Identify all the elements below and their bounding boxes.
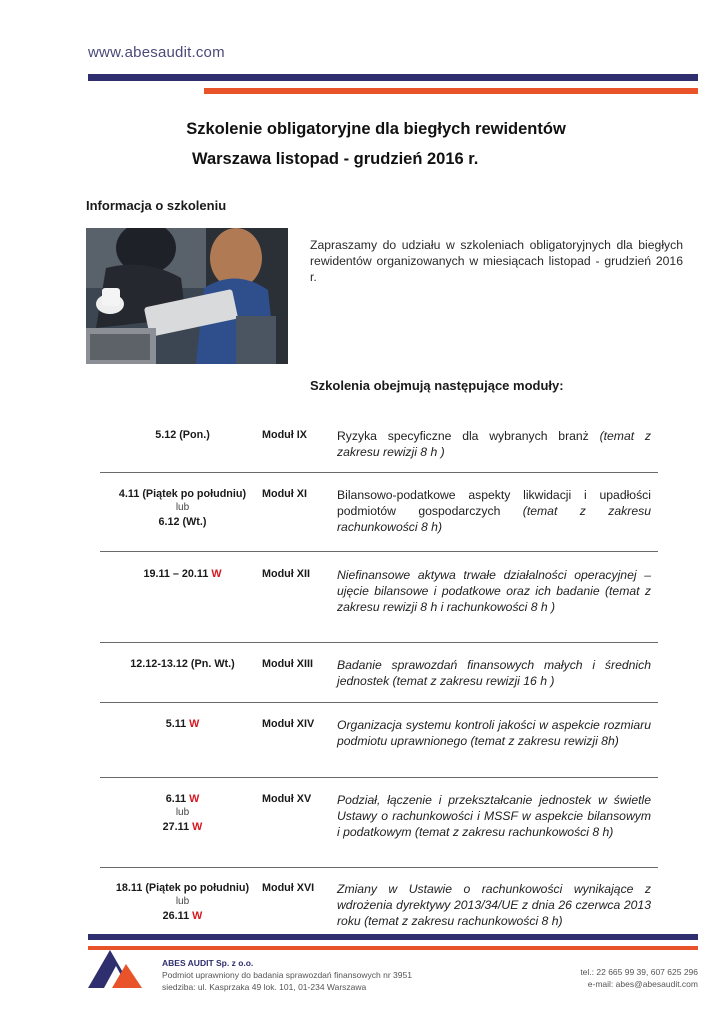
row-divider [100,551,658,552]
company-name: ABES AUDIT Sp. z o.o. [162,958,254,968]
module-number: Moduł XVI [262,882,315,894]
module-number: Moduł XV [262,793,312,805]
info-heading: Informacja o szkoleniu [86,198,227,213]
module-number: Moduł XIV [262,718,315,730]
module-description: Badanie sprawozdań finansowych małych i średnich jednostek (temat z zakresu rewizji 16 h ) [337,658,651,688]
module-number: Moduł XIII [262,658,313,670]
intro-text: Zapraszamy do udziału w szkoleniach obligatoryjnych dla biegłych rewidentów organizowanych w miesiącach listopad - grudzień 2016 r. [310,238,683,284]
footer-line1: Podmiot uprawniony do badania sprawozdań finansowych nr 3951 [162,970,412,980]
document-subtitle: Warszawa listopad - grudzień 2016 r. [192,150,479,168]
module-description: Bilansowo-podatkowe aspekty likwidacji i upadłości podmiotów gospodarczych (temat z zakresu rachunkowości 8 h) [337,488,651,534]
module-description: Ryzyka specyficzne dla wybranych branż (temat z zakresu rewizji 8 h ) [337,429,651,459]
training-photo [86,228,288,364]
module-date: 6.11 W lub 27.11 W [162,793,203,833]
module-description: Niefinansowe aktywa trwałe działalności operacyjnej – ujęcie bilansowe i podatkowe oraz ich badanie (temat z zakresu rewizji 8 h i rachunkowości 8 h ) [337,568,651,614]
footer-orange-bar [88,946,698,950]
module-number: Moduł IX [262,429,307,441]
module-number: Moduł XI [262,488,307,500]
module-date: 5.11 W [165,718,200,730]
module-description: Organizacja systemu kontroli jakości w aspekcie rozmiaru podmiotu uprawnionego (temat z zakresu rewizji 8h) [337,718,651,748]
module-date: 4.11 (Piątek po południu) lub 6.12 (Wt.) [118,488,247,528]
company-logo [86,946,146,990]
module-date: 12.12-13.12 (Pn. Wt.) [130,658,235,670]
module-date: 5.12 (Pon.) [155,429,210,441]
row-divider [100,777,658,778]
module-number: Moduł XII [262,568,310,580]
footer-navy-bar [88,934,698,940]
row-divider [100,702,658,703]
row-divider [100,472,658,473]
module-description: Zmiany w Ustawie o rachunkowości wynikające z wdrożenia dyrektywy 2013/34/UE z dnia 26 czerwca 2013 roku (temat z zakresu rachunkowości 8 h) [337,882,651,928]
header-orange-bar [204,88,698,94]
header-navy-bar [88,74,698,81]
module-description: Podział, łączenie i przekształcanie jednostek w świetle Ustawy o rachunkowości i MSSF w aspekcie bilansowym i podatkowym (temat z zakresu rachunkowości 8 h) [337,793,651,839]
module-date: 18.11 (Piątek po południu) lub 26.11 W [115,882,250,922]
document-title: Szkolenie obligatoryjne dla biegłych rewidentów [186,120,566,138]
footer-address: siedziba: ul. Kasprzaka 49 lok. 101, 01-234 Warszawa [162,982,367,992]
modules-heading: Szkolenia obejmują następujące moduły: [310,378,564,393]
row-divider [100,642,658,643]
site-url[interactable]: www.abesaudit.com [88,44,225,61]
row-divider [100,867,658,868]
module-date: 19.11 – 20.11 W [143,568,222,580]
footer-email[interactable]: e-mail: abes@abesaudit.com [587,979,698,989]
footer-phone: tel.: 22 665 99 39, 607 625 296 [580,967,698,977]
